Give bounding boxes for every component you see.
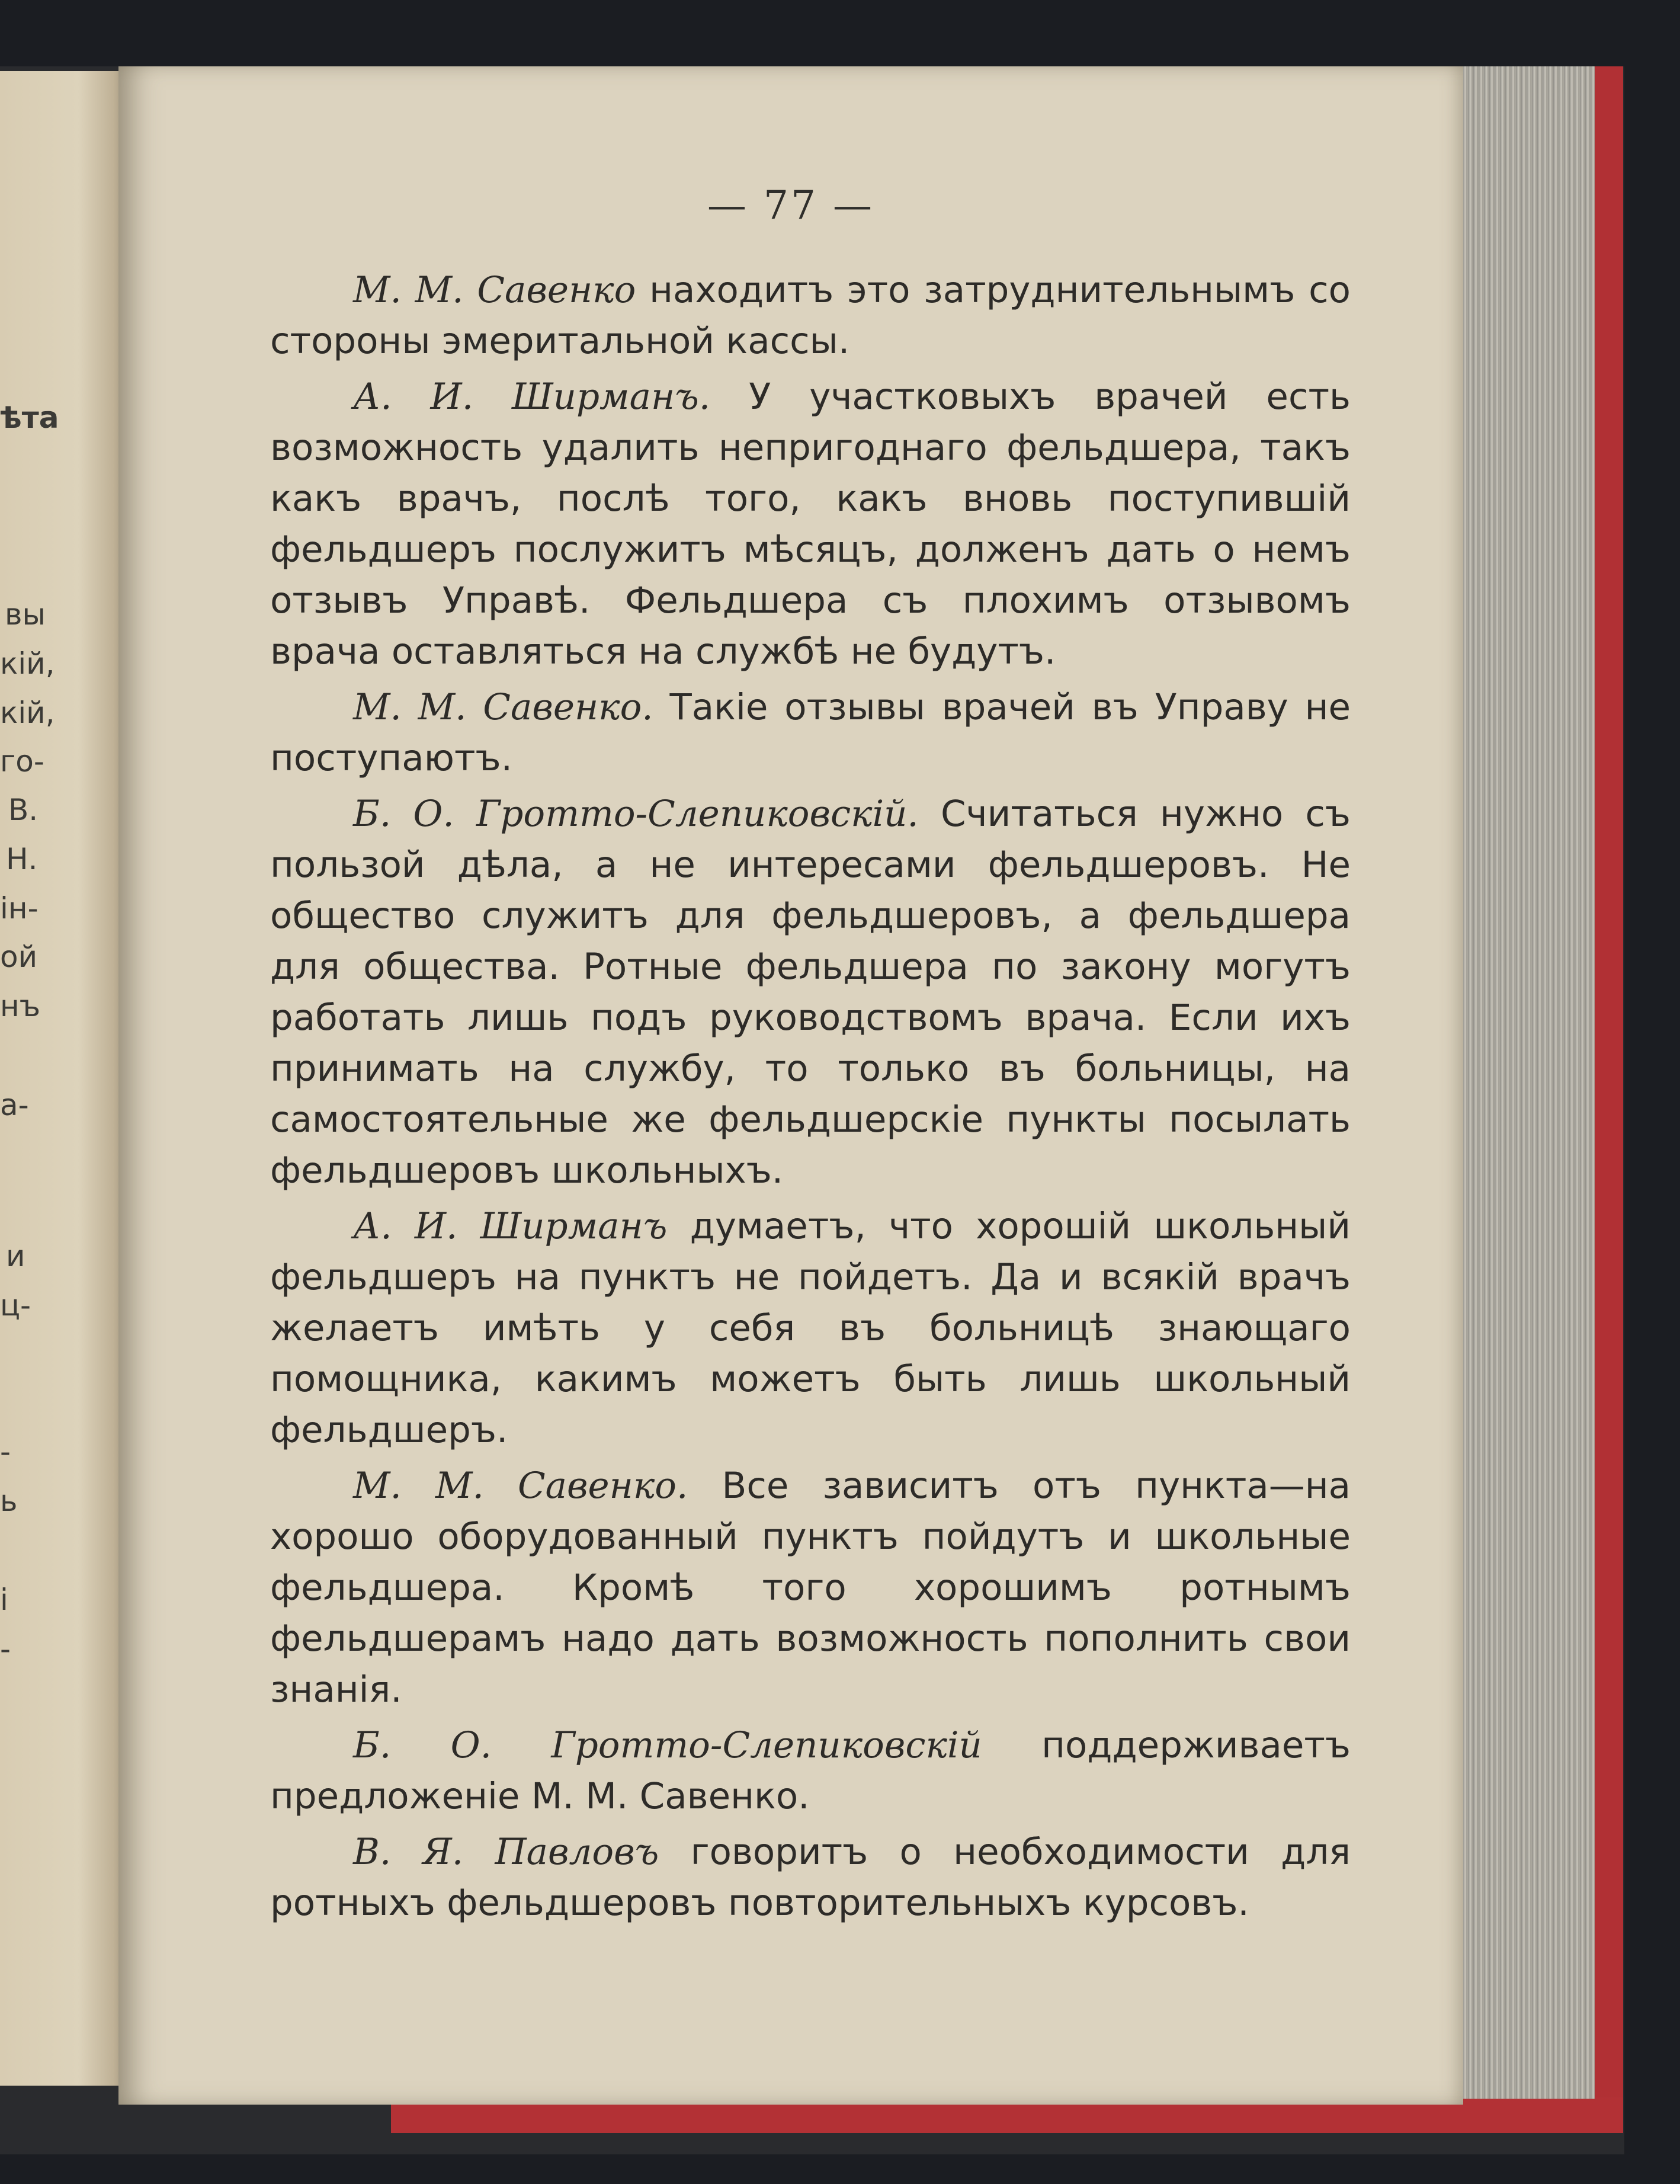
speaker-name: Б. О. Гротто-Слепиковскій: [353, 1724, 982, 1766]
paragraph-text: поддерживаетъ предложеніе М. М. Савенко.: [270, 1724, 1351, 1817]
page-number: — 77 —: [707, 182, 874, 228]
left-page-fragment: -: [0, 1632, 11, 1666]
paragraph-text: У участковыхъ врачей есть возможность удалить непригоднаго фельдшера, такъ какъ врачъ, послѣ того, какъ вновь поступившій фельдшеръ послужитъ мѣсяцъ, долженъ дать о немъ отзывъ Управѣ. Фельдшера съ плохимъ отзывомъ врача оставляться на службѣ не будутъ.: [270, 376, 1351, 673]
speaker-name: А. И. Ширманъ: [353, 1205, 668, 1247]
paragraph-text: Такіе отзывы врачей въ Управу не поступаютъ.: [270, 686, 1351, 779]
left-page-fragment: го-: [0, 744, 44, 779]
speaker-name: В. Я. Павловъ: [353, 1831, 659, 1873]
speaker-name: М. М. Савенко.: [353, 1465, 688, 1507]
page-text: [270, 265, 1351, 1933]
paragraph: [270, 265, 1351, 367]
paragraph-text: находитъ это затруднительнымъ со стороны эмеритальной кассы.: [270, 269, 1351, 362]
left-page-fragment: ін-: [0, 891, 39, 926]
left-page-fragment: вы: [5, 597, 46, 632]
speaker-name: А. И. Ширманъ.: [353, 376, 711, 418]
paragraph: [270, 1461, 1351, 1715]
left-page-fragment: кій,: [0, 646, 55, 681]
paragraph: [270, 372, 1351, 677]
left-page-fragment: и: [6, 1239, 25, 1273]
paragraph: [270, 789, 1351, 1196]
speaker-name: М. М. Савенко.: [353, 686, 653, 728]
left-page-fragment: ѣта: [0, 401, 59, 435]
left-page-fragment: ой: [0, 940, 38, 974]
speaker-name: Б. О. Гротто-Слепиковскій.: [353, 793, 919, 835]
left-page-fragment: В.: [8, 793, 39, 827]
paragraph-text: Все зависитъ отъ пункта—на хорошо оборудованный пунктъ пойдутъ и школьные фельдшера. Кромѣ того хорошимъ ротнымъ фельдшерамъ надо дать возможность пополнить свои знанія.: [270, 1465, 1351, 1711]
paragraph-text: Считаться нужно съ пользой дѣла, а не интересами фельдшеровъ. Не общество служитъ для фельдшеровъ, а фельдшера для общества. Ротные фельдшера по закону могутъ работать лишь подъ руководствомъ врача. Если ихъ принимать на службу, то только въ больницы, на самостоятельные же фельдшерскіе пункты посылать фельдшеровъ школьныхъ.: [270, 793, 1351, 1192]
left-page-fragment: Н.: [6, 842, 38, 876]
right-page: [118, 66, 1463, 2105]
speaker-name: М. М. Савенко: [353, 269, 636, 311]
left-page-fragment: -: [0, 1434, 11, 1469]
left-page-fragment: кій,: [0, 696, 55, 730]
paragraph-text: думаетъ, что хорошій школьный фельдшеръ на пунктъ не пойдетъ. Да и всякій врачъ желаетъ имѣть у себя въ больницѣ знающаго помощника, какимъ можетъ быть лишь школьный фельдшеръ.: [270, 1205, 1351, 1451]
paragraph-text: говоритъ о необходимости для ротныхъ фельдшеровъ повторительныхъ курсовъ.: [270, 1831, 1351, 1924]
left-page-fragment: і: [0, 1583, 8, 1617]
left-page-fragment: а-: [0, 1088, 29, 1122]
paragraph: [270, 1201, 1351, 1456]
paragraph: [270, 1827, 1351, 1929]
left-page-fragment: ь: [0, 1484, 18, 1518]
page-stack-edge: [1447, 66, 1595, 2099]
paragraph: [270, 682, 1351, 784]
paragraph: [270, 1720, 1351, 1822]
left-page-fragment: нъ: [0, 989, 41, 1023]
left-page-fragment: ц-: [0, 1288, 31, 1322]
